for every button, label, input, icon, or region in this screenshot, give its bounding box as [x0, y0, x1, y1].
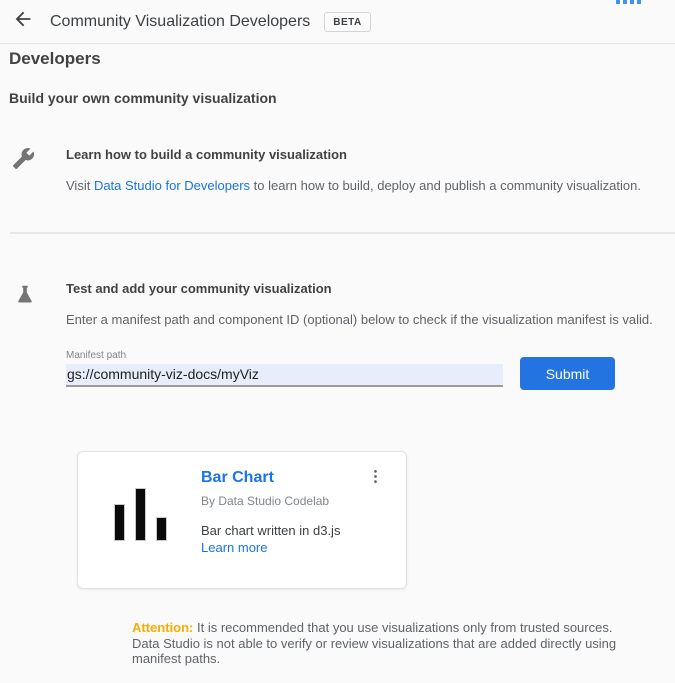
beta-badge: BETA — [324, 12, 370, 32]
test-section — [0, 281, 675, 667]
learn-section — [0, 147, 675, 193]
build-subheading: Build your own community visualization — [9, 90, 277, 106]
viz-card-title: Bar Chart — [201, 469, 274, 486]
viz-card-description: Bar chart written in d3.js — [201, 523, 341, 538]
attention-line1: It is recommended that you use visualizations only from trusted sources. — [193, 620, 613, 635]
attention-label: Attention: — [132, 620, 194, 635]
test-section-title: Test and add your community visualization — [66, 281, 332, 296]
learn-more-link[interactable]: Learn more — [201, 540, 268, 555]
attention-note — [132, 620, 635, 667]
visualization-card — [77, 451, 407, 589]
viz-card-byline: By Data Studio Codelab — [201, 494, 330, 508]
manifest-form — [66, 350, 655, 390]
manifest-path-label: Manifest path — [66, 350, 127, 361]
flask-icon — [14, 283, 36, 310]
attention-line2: Data Studio is not able to verify or review visualizations that are added directly using manifest paths. — [132, 635, 617, 666]
section-divider — [10, 232, 675, 234]
submit-button[interactable]: Submit — [520, 357, 615, 390]
back-button[interactable] — [10, 9, 36, 35]
learn-section-title: Learn how to build a community visualization — [66, 147, 347, 162]
manifest-path-input[interactable] — [66, 364, 503, 387]
wrench-icon — [12, 157, 35, 174]
learn-text-prefix: Visit — [66, 178, 94, 193]
developers-heading: Developers — [9, 49, 101, 68]
test-section-text: Enter a manifest path and component ID (optional) below to check if the visualization manifest is valid. — [66, 312, 653, 327]
developers-docs-link[interactable]: Data Studio for Developers — [93, 178, 251, 193]
learn-section-text — [66, 178, 655, 193]
card-menu-button[interactable] — [364, 468, 386, 490]
kebab-menu-icon — [366, 467, 385, 491]
apps-grid-icon[interactable] — [616, 0, 641, 4]
bar-chart-icon — [114, 488, 167, 541]
app-header — [0, 0, 675, 44]
page-title: Community Visualization Developers — [50, 12, 311, 30]
learn-text-suffix: to learn how to build, deploy and publish a community visualization. — [250, 178, 641, 193]
back-arrow-icon — [12, 8, 34, 35]
